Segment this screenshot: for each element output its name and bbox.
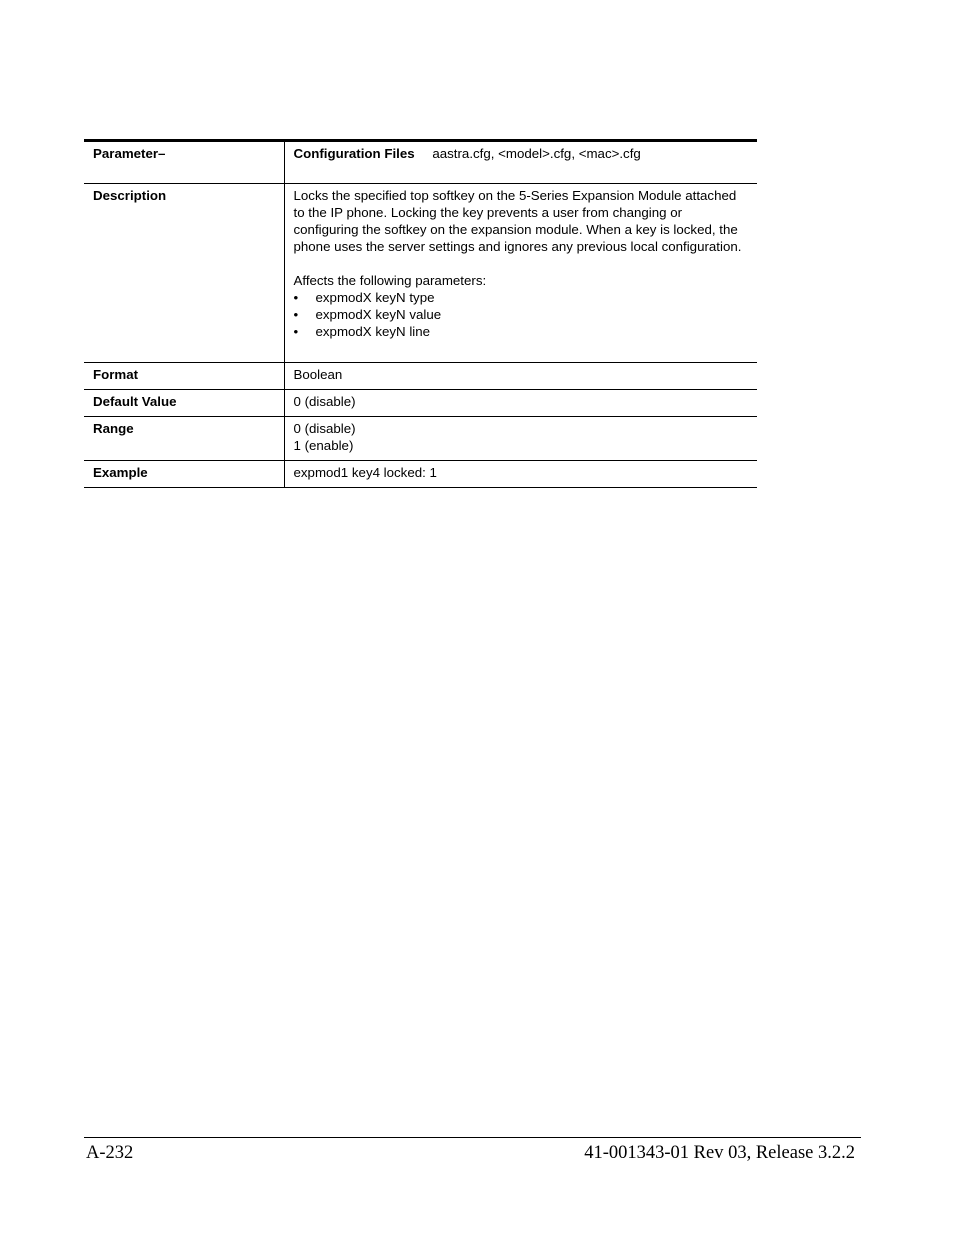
format-value: Boolean bbox=[284, 363, 757, 390]
affects-item-text: expmodX keyN line bbox=[315, 324, 431, 339]
range-value: 0 (disable) bbox=[293, 421, 356, 436]
affects-item bbox=[294, 289, 750, 306]
format-row bbox=[84, 363, 757, 390]
parameter-label: Parameter– bbox=[84, 141, 284, 184]
affects-item bbox=[294, 306, 750, 323]
example-row bbox=[84, 461, 757, 488]
format-label: Format bbox=[84, 363, 284, 390]
parameter-table bbox=[84, 139, 757, 488]
description-label: Description bbox=[84, 184, 284, 363]
default-value-value: 0 (disable) bbox=[284, 390, 757, 417]
default-value-label: Default Value bbox=[84, 390, 284, 417]
description-cell bbox=[284, 184, 757, 363]
config-files-value: aastra.cfg, <model>.cfg, <mac>.cfg bbox=[432, 146, 641, 161]
default-value-row bbox=[84, 390, 757, 417]
example-label: Example bbox=[84, 461, 284, 488]
config-files-cell bbox=[284, 141, 757, 184]
document-id: 41-001343-01 Rev 03, Release 3.2.2 bbox=[584, 1143, 855, 1163]
range-cell bbox=[284, 417, 757, 461]
range-row bbox=[84, 417, 757, 461]
affects-item-text: expmodX keyN type bbox=[315, 290, 435, 305]
description-text: Locks the specified top softkey on the 5-Series Expansion Module attached to the IP phone. Locking the key prevents a user from changing or configuring the softkey on the expansion module. When a key is locked, the phone uses the server settings and ignores any previous local configuration. bbox=[293, 188, 742, 254]
footer-divider bbox=[84, 1137, 861, 1138]
affects-item bbox=[294, 323, 750, 340]
parameter-row bbox=[84, 141, 757, 184]
description-row bbox=[84, 184, 757, 363]
affects-intro: Affects the following parameters: bbox=[293, 273, 487, 288]
affects-list bbox=[294, 289, 750, 340]
config-files-label: Configuration Files bbox=[293, 146, 415, 161]
range-value: 1 (enable) bbox=[293, 438, 354, 453]
page-number: A-232 bbox=[86, 1143, 134, 1163]
bullet-icon: • bbox=[293, 324, 299, 339]
bullet-icon: • bbox=[293, 290, 299, 305]
affects-item-text: expmodX keyN value bbox=[315, 307, 442, 322]
range-label: Range bbox=[84, 417, 284, 461]
example-value: expmod1 key4 locked: 1 bbox=[284, 461, 757, 488]
bullet-icon: • bbox=[293, 307, 299, 322]
